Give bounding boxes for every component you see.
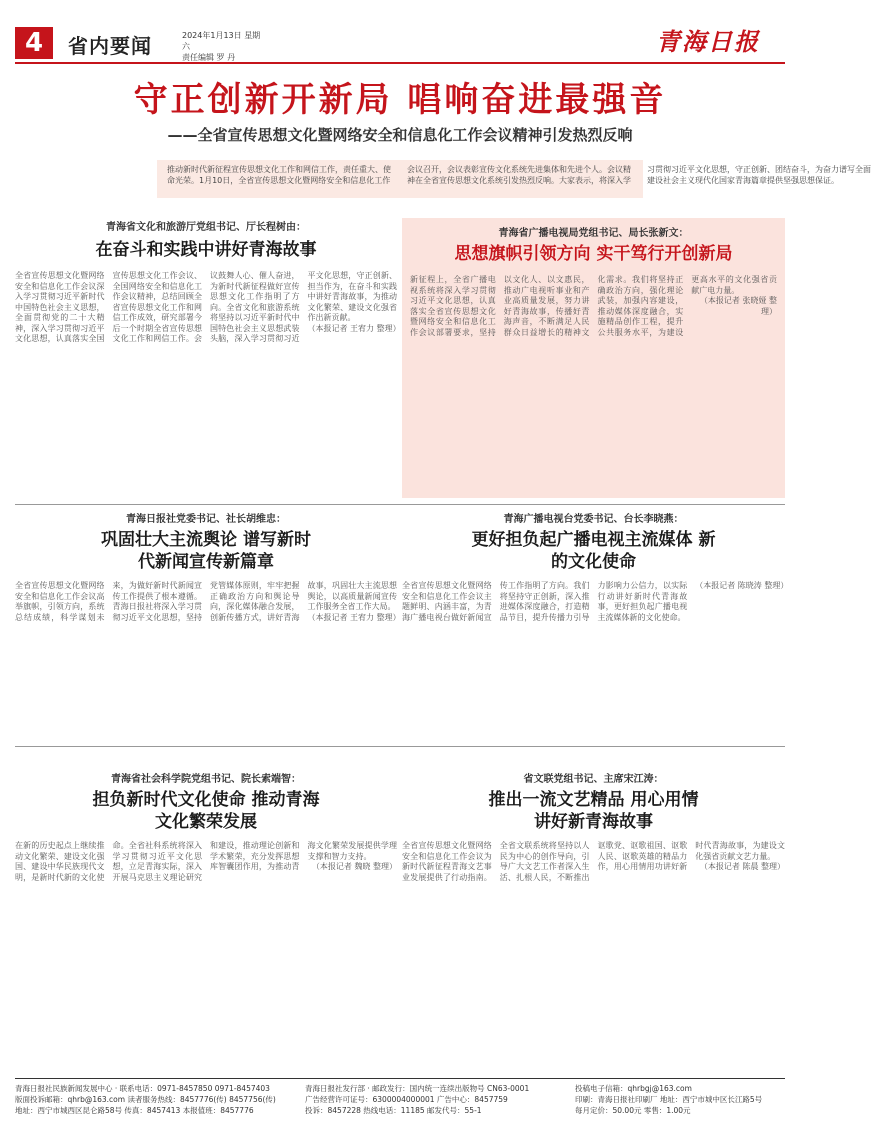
article-title: 巩固壮大主流舆论 谱写新时代新闻宣传新篇章	[101, 530, 311, 572]
article-signature: （本报记者 陈晓涛 整理）	[695, 581, 789, 590]
newspaper-logo: 青海日报	[656, 27, 760, 56]
article-title: 在奋斗和实践中讲好青海故事	[95, 240, 317, 260]
section-title: 省内要闻	[68, 34, 152, 58]
article-literary-federation	[402, 770, 785, 1072]
article-title: 思想旗帜引领方向 实干笃行开创新局	[454, 244, 733, 264]
article-qinghai-daily	[15, 510, 401, 740]
article-title-block	[414, 529, 774, 573]
article-kicker: 青海省文化和旅游厅党组书记、厅长程树由：	[106, 222, 306, 233]
main-headline: 守正创新开新局 唱响奋进最强音	[133, 80, 667, 120]
article-kicker: 青海日报社党委书记、社长胡维忠：	[126, 514, 286, 525]
footer-line: 青海日报社民族新闻发展中心 · 联系电话：0971-8457850 0971-8457403	[15, 1084, 270, 1093]
article-culture-tourism	[15, 218, 401, 498]
footer-line: 投诉：8457228 热线电话：11185 邮发代号：55-1	[305, 1106, 482, 1115]
article-signature: （本报记者 魏晓 整理）	[311, 862, 397, 871]
date-info	[182, 30, 262, 63]
article-title: 担负新时代文化使命 推动青海文化繁荣发展	[92, 790, 320, 832]
article-signature: （本报记者 王宥力 整理）	[307, 323, 401, 333]
editor-name: 罗 丹	[216, 53, 236, 62]
article-body: 全省宣传思想文化暨网络安全和信息化工作会议主题鲜明、内涵丰富，为青海广播电视台做好新闻宣传工作指明了方向。我们将坚持守正创新，深入推进媒体深度融合，打造精品节目，提升传播力引导力影响力公信力，以实际行动讲好新时代青海故事，更好担负起广播电视主流媒体新的文化使命。 （本报记者 陈晓涛 整理）	[402, 581, 789, 622]
article-title-block	[414, 789, 774, 833]
footer-rule	[15, 1078, 785, 1079]
divider	[15, 746, 785, 747]
article-body: 新征程上，全省广播电视系统将深入学习贯彻习近平文化思想，认真落实全省宣传思想文化暨网络安全和信息化工作会议部署要求，坚持以文化人、以文惠民，推动广电视听事业和产业高质量发展，努力讲好青海故事，传播好青海声音，不断满足人民群众日益增长的精神文化需求。我们将坚持正确政治方向，强化理论武装，加强内容建设，推动媒体深度融合，实施精品创作工程，提升公共服务水平，为建设更高水平的文化强省贡献广电力量。 （本报记者 张晓娅 整理）	[410, 275, 777, 337]
article-signature: （本报记者 张晓娅 整理）	[699, 296, 777, 316]
article-social-sciences	[15, 770, 397, 1072]
footer-line: 每月定价：50.00元 零售：1.00元	[575, 1106, 691, 1115]
article-title-block	[26, 789, 386, 833]
page-number: 4	[15, 27, 53, 59]
article-kicker: 青海省广播电视局党组书记、局长张新文：	[498, 228, 689, 239]
article-signature: （本报记者 王宥力 整理）	[307, 612, 401, 622]
article-qinghai-tv	[402, 510, 789, 740]
footer-line: 地址：西宁市城西区昆仑路58号 传真：8457413 本报值班：8457776	[15, 1106, 254, 1115]
article-kicker: 青海广播电视台党委书记、台长李晓燕：	[503, 514, 684, 525]
footer-line: 投稿电子信箱：qhrbgj@163.com	[575, 1084, 692, 1093]
article-body: 全省宣传思想文化暨网络安全和信息化工作会议高举旗帜，引领方向，系统总结成绩，科学谋划未来，为做好新时代新闻宣传工作提供了根本遵循。青海日报社将深入学习贯彻习近平文化思想，坚持党管媒体原则，牢牢把握正确政治方向和舆论导向，深化媒体融合发展，创新传播方式，讲好青海故事，巩固壮大主流思想舆论，以高质量新闻宣传工作服务全省工作大局。 （本报记者 王宥力 整理）	[15, 581, 401, 622]
article-title: 更好担负起广播电视主流媒体 新的文化使命	[471, 530, 716, 572]
footer-line: 版面投诉邮箱：qhrb@163.com 读者服务热线：8457776(传) 8457756(传)	[15, 1095, 276, 1104]
article-body: 全省宣传思想文化暨网络安全和信息化工作会议深入学习贯彻习近平新时代中国特色社会主义思想，全面贯彻党的二十大精神，深入学习贯彻习近平文化思想，认真落实全国宣传思想文化工作会议、全国网络安全和信息化工作会议精神，总结回顾全省宣传思想文化工作和网信工作成效，研究部署今后一个时期全省宣传思想文化工作和网信工作。会议鼓舞人心、催人奋进，为新时代新征程做好宣传思想文化工作指明了方向。全省文化和旅游系统将坚持以习近平新时代中国特色社会主义思想武装头脑，深入学习贯彻习近平文化思想，守正创新、担当作为，在奋斗和实践中讲好青海故事，为推动文化繁荣、建设文化强省作出新贡献。 （本报记者 王宥力 整理）	[15, 271, 401, 343]
masthead	[0, 0, 800, 64]
lead-paragraph: 推动新时代新征程宣传思想文化工作和网信工作，责任重大、使命光荣。1月10日，全省宣传思想文化暨网络安全和信息化工作会议召开，会议表彰宣传文化系统先进集体和先进个人。会议精神在全省宣传思想文化系统引发热烈反响。大家表示，将深入学习贯彻习近平文化思想，守正创新、团结奋斗，为奋力谱写全面建设社会主义现代化国家青海篇章提供坚强思想保证。	[157, 160, 643, 198]
footer-line: 青海日报社发行部 · 邮政发行：国内统一连续出版物号 CN63-0001	[305, 1084, 530, 1093]
article-body: 全省宣传思想文化暨网络安全和信息化工作会议为新时代新征程青海文艺事业发展提供了行动指南。全省文联系统将坚持以人民为中心的创作导向，引导广大文艺工作者深入生活、扎根人民，不断推出讴歌党、讴歌祖国、讴歌人民、讴歌英雄的精品力作，用心用情用功讲好新时代青海故事，为建设文化强省贡献文艺力量。 （本报记者 陈晨 整理）	[402, 841, 785, 882]
article-radio-tv-bureau	[402, 218, 785, 498]
issue-date: 2024年1月13日	[182, 31, 242, 40]
masthead-rule	[15, 62, 785, 64]
article-kicker: 青海省社会科学院党组书记、院长索端智：	[111, 774, 301, 785]
footer	[15, 1084, 785, 1128]
article-title: 推出一流文艺精品 用心用情讲好新青海故事	[488, 790, 699, 832]
article-signature: （本报记者 陈晨 整理）	[699, 862, 785, 871]
article-kicker: 省文联党组书记、主席宋江涛：	[523, 774, 664, 785]
issue-weekday: 星期六	[182, 31, 261, 51]
divider	[15, 504, 785, 505]
footer-line: 印刷：青海日报社印刷厂 地址：西宁市城中区长江路5号	[575, 1095, 763, 1104]
sub-headline: ——全省宣传思想文化暨网络安全和信息化工作会议精神引发热烈反响	[167, 126, 633, 144]
article-title-block	[26, 529, 386, 573]
editor-label: 责任编辑	[182, 53, 214, 62]
footer-line: 广告经营许可证号：6300004000001 广告中心：8457759	[305, 1095, 508, 1104]
article-body: 在新的历史起点上继续推动文化繁荣、建设文化强国、建设中华民族现代文明，是新时代新的文化使命。全省社科系统将深入学习贯彻习近平文化思想，立足青海实际，深入开展马克思主义理论研究和建设，推动理论创新和学术繁荣，充分发挥思想库智囊团作用，为推动青海文化繁荣发展提供学理支撑和智力支持。 （本报记者 魏晓 整理）	[15, 841, 397, 882]
